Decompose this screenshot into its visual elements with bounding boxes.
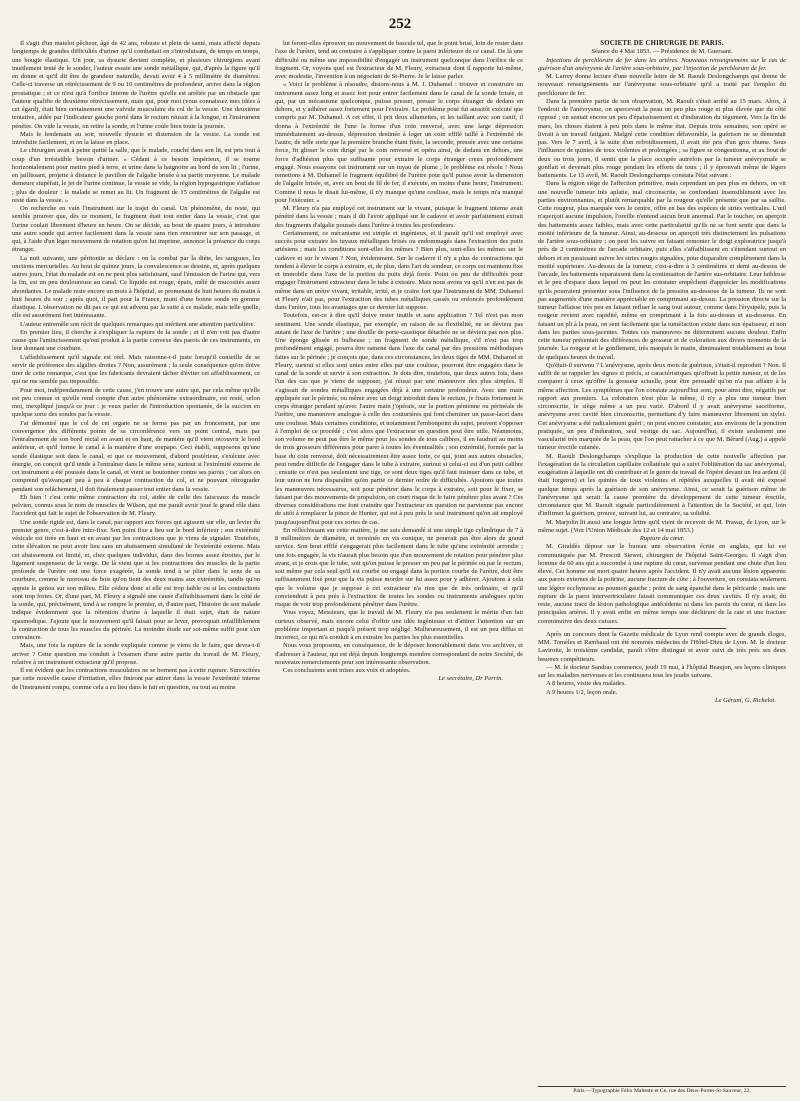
paragraph: lui feront-elles éprouver un mouvement de bascule tel, que le point brisé, loin de rester dans l'axe de l'urètre, tend au contraire à s'appliquer contre la paroi inférieure de ce canal. De là une difficulté ou même une impossibilité d'engager un instrument quelconque dans l'orifice de ce fragment. Or, voyons quel est l'extracteur de M. Fleury, extracteur dont il rapporte lui-même, avec modestie, l'invention à un négociant de St-Pierre. Je le laisse parler.	[275, 40, 523, 80]
paragraph: En premier lieu, il cherche à s'expliquer la rupture de la sonde ; et il n'en voit pas d'autre cause que l'amincissement qu'ont produit à la partie convexe des parois de ces instruments, en leur donnant une courbure.	[12, 328, 260, 353]
subsection-heading: Rupture du cœur.	[639, 535, 685, 542]
paragraph: « Voici le problème à résoudre, disions-nous à M. J. Duhamel : trouver et construire un instrument assez long et assez fort pour entrer facilement dans le canal de la sonde brisée, et qui, par un mécanisme quelconque, puisse presser, presser le corps étranger de dedans en dehors, et y adhérer assez fortement pour l'extraire. Le problème posé fut aussitôt exécuté que compris par M. Duhamel. A cet effet, il prit deux allumettes, et les taillant avec son canif, il donna à l'extrémité de l'une la forme d'un coin renversé, avec une large dépression immédiatement au-dessus, dépression destinée à loger un coin effilé taillé à l'extrémité de l'autre, de telle sorte que la première branche étant fixée, la seconde, pressée avec une certaine force, fit glisser le coin dirigé par le coin renversé et opéra ainsi, de dedans en dehors, une force d'adhésion plus que suffisante pour extraire le corps étranger creux profondément engagé. Nous essayons cet instrument sur un tuyau de plume ; le problème est résolu ! Nous remettons à M. Duhamel le fragment équilibré de l'urètre pour qu'il puisse avoir la dimension de l'algalie brisée, et, avec un bout de fil de fer, il exécute, en moins d'une heure, l'instrument. Comme il nous le disait lui-même, il n'y manque qu'une coulisse, mais le temps m'a manqué pour l'exécuter. »	[275, 81, 523, 204]
paragraph: A 9 heures 1/2, leçon orale.	[546, 688, 618, 696]
paragraph: Toutefois, est-ce à dire qu'il doive rester inutile et sans application ? Tel n'est pas mon sentiment. Une sonde élastique, par exemple, en raison de sa flexibilité, ne se déviera pas autant de l'axe de l'urètre ; une douille de porte-caustique détachée ne se déviera pas non plus. Une éponge glissée et bulbeuse ; un fragment de sonde métallique, s'il n'est pas trop profondément engagé, pourra être ramené dans l'axe du canal par des pressions méthodiques faites sur le périnée ; je conçois que, dans ces circonstances, les deux tiges de MM. Duhamel et Fleury, surtout si elles sont unies entre elles par une coulisse, pourront être engagées dans le canal de la sonde et servir à son extraction. Je dois dire, toutefois, que deux autres fois, dans l'un des cas que je viens de supposer, j'ai réussi par une manœuvre des plus simples. Il s'agissait de sondes métalliques engagées déjà à une certaine profondeur. Avec une main appliquée sur le périnée, ou même avec un doigt introduit dans le rectum, je fixais fortement le corps étranger pendant qu'avec l'autre main j'opérais, sur la portion pénienne ou périnéale de l'urètre, une manœuvre analogue à celle des couturières qui font cheminer un passe-lacet dans une coulisse. Mais certaines conditions, et notamment l'embonpoint du sujet, peuvent s'opposer à l'emploi de ce procédé ; c'est alors que l'extracteur en question peut être utile. Néanmoins, son volume ne peut pas être le même pour les sondes de tous calibres, il en faudrait au moins de trois grosseurs différentes pour parer à toutes les éventualités ; son extrémité, formée par la base du coin renversé, doit nécessairement être assez forte, ce qui, joint aux autres obstacles, peut rendre difficile de l'engager dans le tube à extraire, surtout si celui-ci est d'un petit calibre ; ensuite ce n'est pas seulement une tige, ce sont deux tiges qu'il faut insinuer dans ce tube, et leur union ne fera disparaître qu'en partie ce dernier ordre de difficultés. Ajoutons que toutes les manœuvres nécessaires, soit pour pénétrer dans le corps à extraire, soit pour le fixer, se faisant par des mouvements de propulsion, on court risque de le faire pénétrer plus avant ? Ces diverses considérations me font craindre que l'extracteur en question ne parvienne pas encore de sitôt à remplacer la pince de Hunter, qui est à peu près le seul instrument qu'on ait employé jusqu'aujourd'hui pour ces sortes de cas.	[275, 312, 523, 526]
paragraph: Mais, une fois la rupture de la sonde expliquée comme je viens de le faire, que devra-t-il arriver ? Cette question me conduit à l'examen d'une autre partie du travail de M. Fleury, relative à un instrument extracteur qu'il propose.	[12, 642, 260, 666]
divider	[598, 628, 726, 629]
paragraph: Dans la région siège de l'affection primitive, mais cependant un peu plus en dehors, on vit une nouvelle tumeur très aplatie, mal circonscrite, se confondant insensiblement avec les parties environnantes, et plutôt remarquable par la rougeur qu'elle présente que par sa saillie. Cette rougeur, plus marquée vers le centre, offre en bas des espèces de stries verticales. L'œil n'aperçoit aucune impulsion, l'oreille n'entend aucun bruit anormal. Par le toucher, on aperçoit des battements assez faibles, mais avec cette particularité qu'ils ne se font sentir que dans la moitié inférieure de la tumeur. Ainsi, au-dessous on aperçoit très distinctement les pulsations de l'artère sous-orbitaire ; on peut les suivre en faisant remonter le doigt exploratrice jusqu'à près de 2 centimètres de l'arcade orbitaire, puis elles s'affaiblissent en s'étendant surtout en dehors et en paraissant suivre les stries rouges signalées, pour disparaître complètement dans la moitié supérieure. Au-dessus de la tumeur, c'est-à-dire à 3 centimètres et demi au-dessus de l'arcade, les battements reparaissent dans la continuation de l'artère sus-orbitaire. Leur faiblesse et le peu d'espace dans lequel on peut les constater empêchent d'apprécier les modifications qu'ils pourraient présenter sous l'influence de la pression au-dessous de la tumeur. Ils ne sont pas augmentés d'une manière appréciable en comprimant au-dessus. La pression directe sur la tumeur l'affaisse très peu en faisant refluer le sang tout autour, comme dans l'érysipèle, puis la rougeur revient avec rapidité, même en comprimant à la fois au-dessus et au-dessous. En faisant un pli à la peau, on sent facilement que la tuméfaction existe dans son épaisseur, et non dans les parties sous-jacentes. Toutes ces manœuvres ne déterminent aucune douleur. Enfin cette tumeur présentait des différences de grosseur et de coloration aux divers moments de la journée. La rougeur et le gonflement, très marqués le matin, diminuaient notablement au bout de quelques heures de travail.	[538, 180, 786, 361]
column-right	[538, 40, 786, 1065]
paragraph: Mais le lendemain au soir, nouvelle dysurie et distension de la vessie. La sonde est introduite facilement, et on la laisse en place.	[12, 130, 260, 146]
paragraph: M. Giraldès dépose sur le bureau une observation écrite en anglais, qui lui est communiquée par M. Prescott Stewet, chirurgien de l'hôpital Saint-Georges. Il s'agit d'un homme de 60 ans qui a succombé à une rupture du cœur, survenue pendant une chute d'un lieu élevé. Cet homme est mort quatre heures après l'accident. Il n'y avait aucune lésion apparente aux parois externes de la poitrine, aucune fracture de côte ; à l'ouverture, on constata seulement une légère ecchymose au poumon gauche ; point de sang épanché dans le péricarde ; mais une rupture de la paroi intervertriculaire faisait communiquer ces deux cavités. Il n'y avait, du reste, aucune trace de lésion pathologique antécédente ni dans les parois du cœur, ni dans les principales artères. Il y avait enfin en même temps une déchirure de la rate et une fracture comminutive des deux cuisses.	[538, 543, 786, 625]
paragraph: Le chirurgien avait à peine quitté la salle, que le malade, couché dans son lit, est pris tout à coup d'un irrésistible besoin d'uriner. « Cédant à ce besoin impérieux, il se tourne horizontalement pour mettre pied à terre, et urine dans la baignoire au bord de son lit ; l'urine, en jaillissant, projette à distance le pavillon de l'algalie brisée à sa partie moyenne. Le malade demeure stupéfait, le jet de l'urine continue, la vessie se vide, la région hypogastrique s'affaisse ; plus de douleur : le malade se remet au lit. Un fragment de 15 centimètres de l'algalie est resté dans la vessie. »	[12, 147, 260, 204]
paragraph: La nuit suivante, une péritonite se déclare : on la combat par la diète, les sangsues, les onctions mercurielles. Au bout de quinze jours, la convalescence se dessine, et, après quelques autres jours, l'état du malade est on ne peut plus satisfaisant, sauf l'émission de l'urine qui, vers la fin, est un peu douloureuse au canal. Ce liquide est rouge, épais, mêlé de mucosités assez abondantes. Le malade reste encore un mois à l'hôpital, se promenant de huit heures du matin à huit heures du soir ; après quoi, il part pour la France, muni d'une bonne sonde en gomme élastique. L'observation ne dit pas ce qui est advenu par la suite à ce malade, mais telle quelle, elle est assurément fort intéressante.	[12, 254, 260, 320]
paragraph: M. Raoult Deslongchamps s'explique la production de cette nouvelle affection par l'exagération de la circulation capillaire collatérale qui a suivi l'oblitération du sac anévrysmal, exagération à laquelle ont dû contribuer et le genre de travail de l'opéré devant un feu ardent (il était forgeron) et les quintes de toux violentes et répétées auxquelles il avait été exposé quelque temps après la guérison de son anévrysme. Ainsi, ce serait la guérison même de l'anévrysme qui serait la cause première du développement de cette tumeur érectile, circonstance que M. Raoult signale particulièrement à l'attention de la Société, et qui, loin d'infirmer la guérison, prouve, suivant lui, au contraire, sa solidité.	[538, 452, 786, 518]
paragraph: J'ai démontré que le col de cet organe ne se ferme pas par un froncement, par une convergence des différents points de sa circonférence vers un point central, mais par l'entraînement de son bord rectal en avant et en haut, de manière qu'il vient recouvrir le bord antérieur, et qu'il forme le canal à la manière d'une soupape. Ceci établi, supposons qu'une sonde élastique soit dans le canal, et que ce mouvement, d'abord postérieur, s'exécute avec énergie, on conçoit qu'il tende à l'entraîner dans le même sens, surtout si l'extrémité externe de cet instrument a été poussée dans le canal, et vient se boutonner contre ses parois ; car alors on comprend qu'avançant peu à peu à chaque contraction du col, et ne pouvant rétrograder pendant son relâchement, il doit finalement passer tout entier dans la vessie.	[12, 419, 260, 493]
gerant-signature: Le Gérant, G. Richelot.	[714, 696, 776, 704]
printer-imprint: Paris.—Typographie Félix Malteste et Ce, rue des Deux-Portes-St-Sauveur, 22.	[538, 1086, 786, 1095]
paragraph: Qu'était-il survenu ? L'anévrysme, après deux mois de guérison, s'était-il reproduit ? Non. Il suffit de se rappeler les signes si précis, si caractéristiques qu'offrait la petite tumeur, et de les comparer à ceux qu'offre la grosseur actuelle, pour être persuadé qu'on n'a pas affaire à la même affection. Les symptômes que l'on constate aujourd'hui sont, pour ainsi dire, négatifs par rapport aux premiers. La coloration n'est plus la même, il n'y a plus une tumeur bien circonscrite, le siège même a un peu varié. D'abord il y avait anévrysme sacciforme, anévrysme avec cavité bien circonscrite, permettant d'y faire manœuvrer librement un stylet. Cet anévrysme a été radicalement guéri ; on peut encore constater, aux environs de la ponction pratiquée, un peu d'induration, seul vestige du sac. Aujourd'hui, il existe seulement une vascularité très marquée de la peau, que l'on peut rattacher à ce que M. Bérard (Aug.) a appelé tumeur érectile cutanée.	[538, 361, 786, 452]
paragraph: Après un concours dont la Gazette médicale de Lyon rend compte avec de grands éloges, MM. Tomèles et Rambaud ont été nommés médecins de l'Hôtel-Dieu de Lyon. M. le docteur Lavirotte, le troisième candidat, paraît s'être distingué et avoir suivi de très près ses deux heureux compétiteurs.	[538, 630, 786, 663]
paragraph: A 8 heures, visite des malades.	[546, 680, 626, 688]
paragraph: Nous vous proposons, en conséquence, de le déposer honorablement dans vos archives, et d'adresser à l'auteur, qui est déjà depuis longtemps membre correspondant de notre Société, de nouveaux remerciements pour son intéressante observation.	[275, 642, 523, 666]
paragraph: Dans la première partie de son observation, M. Raoult s'était arrêté au 15 mars. Alors, à l'endroit de l'anévrysme, on apercevait la peau un peu plus rouge et plus élevée que du côté opposé ; on sentait encore un peu d'épaississement et d'induration du tégument. Vers la fin de mars, les choses étaient à peu près dans le même état. Depuis trois semaines, son opéré se livrait à un travail fatigant. Malgré cette condition défavorable, la guérison ne se démentait pas. Vers le 7 avril, à la suite d'un refroidissement, il avait été pris d'un gros rhume. Sous l'influence de quintes de toux violentes et prolongées ; sa figure se congestionna, et au bout de deux ou trois jours, il sentit que la place occupée autrefois par la tumeur anévrysmale se gonflait et devenait plus rouge pendant les efforts de toux ; il y éprouvait même de légers battements. Le 15 avril, M. Raoult Deslongchamps constata l'état suivant :	[538, 97, 786, 179]
paragraph: Une sonde rigide est, dans le canal, par rapport aux forces qui agissent sur elle, un levier du premier genre, c'est-à-dire inter-fixe. Son point fixe a lieu sur le bord inférieur ; son extrémité vésicale est tirée en haut et en avant par les contractions que je viens de signaler. Toutefois, cette élévation ne peut avoir lieu sans un abaissement simultané de l'extrémité externe. Mais cet abaissement est limité, et, chez quelques individus, dans des bornes assez étroites, par le ligament suspenseur de la verge. De là vient que si les contractions des muscles de la partie profonde de l'urètre ont une force exagérée, la sonde tend à se plier dans le sens de sa courbure, comme le morceau de bois qu'on tient des deux mains aux extrémités, tandis qu'on appuie le genou sur son milieu. Elle cédera donc si elle est trop faible ou si les contractions sont trop fortes. Or, d'une part, M. Fleury a signalé une cause d'affaiblissement dans le côté de la sonde, qui, précisément, tend à se rompre le premier, et, d'autre part, l'histoire de son malade indique évidemment que la rétention d'urine à laquelle il était sujet, était de nature spasmodique. J'ajoute que le mouvement qu'il faisait pour se lever, provoquait infailliblement la contraction de tous les muscles du périnée. La moindre étude sur soi-même suffit pour s'en convaincre.	[12, 518, 260, 641]
paragraph: Vous voyez, Messieurs, que le travail de M. Fleury n'a pas seulement le mérite d'un fait curieux observé, mais encore celui d'offrir une idée ingénieuse et d'attirer l'attention sur un problème important et jusqu'à présent trop négligé. Malheureusement, il est un peu diffus et incorrect, ce qui m'a conduit à en extraire les parties les plus essentielles.	[275, 609, 523, 641]
paragraph: Ces conclusions sont mises aux voix et adoptées.	[283, 667, 411, 674]
paragraph: L'auteur entremêle son récit de quelques remarques qui méritent une attention particulière.	[20, 320, 256, 328]
paragraph: Pour moi, indépendamment de cette cause, j'en trouve une autre qui, par cela même qu'elle est peu connue et qu'elle rend compte d'un autre phénomène extraordinaire, est resté, selon moi, inexpliqué jusqu'à ce jour : je veux parler de l'introduction spontanée, de la succion en quelque sorte des sondes par la vessie.	[12, 386, 260, 419]
paragraph: Il est évident que les contractions musculaires ne se bornent pas à cette rupture. Surexcitées par cette nouvelle cause d'irritation, elles finiront par attirer dans la vessie l'extrémité interne de l'instrument rompu, comme cela a eu lieu dans le fait en question, ou tout au moins	[12, 667, 260, 691]
secretary-signature: Le secrétaire, Dr Perrin.	[438, 675, 503, 683]
paragraph: Il s'agit d'un matelot pêcheur, âgé de 42 ans, robuste et plein de santé, mais affecté depuis longtemps de grandes difficultés d'uriner qu'il combattait en s'introduisant, de temps en temps, une bougie élastique. Un jour, sa dysurie devient complète, et plusieurs chirurgiens ayant inutilement tenté de le sonder, l'auteur essaie une sonde métallique, qui, d'après la figure qu'il en donne et qu'il dit être de grandeur naturelle, devait avoir 4 à 5 millimètre de diamètres. Celle-ci traverse un rétrécissement de 9 ou 10 centimètres de profondeur, arrive dans la région prostatique ; et ce n'est qu'à l'orifice interne de l'urètre qu'elle est arrêtée par un obstacle que l'auteur qualifie de deuxième rétrécissement, mais qui, pour moi (vous connaissez mes idées à cet égard), était bien certainement une valvule musculaire du col de la vessie. Une deuxième tentative, aidée par l'indicateur gauche porté dans le rectum réussit à la longue, et l'instrument pénètre. On vide la vessie, on retire la sonde, et l'urine coule bien toute la journée.	[12, 40, 260, 130]
column-left	[12, 40, 260, 1092]
paragraph: L'affaiblissement qu'il signale est réel. Mais raisonne-t-il juste lorsqu'il conseille de se servir de préférence des algalies droites ? Non, assurément ; la seule conséquence qu'on doive tirer de cette remarque, c'est que les fabricants devraient tâcher d'éviter cet affaiblissement, ce qui ne me semble pas impossible.	[12, 353, 260, 386]
paragraph: M. Larrey donne lecture d'une nouvelle lettre de M. Raoult Deslongchamps qui donne de nouveaux renseignements sur l'anévrysme sous-orbitaire qu'il a traité par l'emploi du perchlorure de fer.	[538, 73, 786, 97]
paragraph: M. Marjolin lit aussi une longue lettre qu'il vient de recevoir de M. Pravaz, de Lyon, sur le même sujet. (Voir l'Union Médicale des 12 et 14 mai 1853.)	[538, 518, 786, 534]
paragraph: Eh bien ! c'est cette même contraction du col, aidée de celle des faisceaux du muscle pelvien, connus sous le nom de muscles de Wilson, qui me paraît avoir joué le grand rôle dans l'accident qui fait le sujet de l'observation de M. Fleury.	[12, 493, 260, 518]
section-title: SOCIÉTÉ DE CHIRURGIE DE PARIS.	[600, 40, 724, 47]
article-heading: Injections de perchlorure de fer dans les artères. Nouveaux renseignemens sur le cas de guérison d'un anévrysme de l'artère sous-orbitaire, par l'injection de perchlorure de fer.	[538, 56, 786, 72]
paragraph: M. Fleury n'a pas employé cet instrument sur le vivant, puisque le fragment interne avait pénétré dans la vessie ; mais il dit l'avoir appliqué sur le cadavre et avoir parfaitement extrait des fragments d'algalie poussés dans l'urètre à toutes les profondeurs.	[275, 205, 523, 229]
meeting-line: Séance du 4 Mai 1853. — Présidence de M. Guersant.	[591, 48, 733, 56]
paragraph: En réfléchissant sur cette matière, je me suis demandé si une simple tige cylindrique de 7 à 8 millimètres de diamètre, et terminée en vis conique, ne pourrait pas être alors de grand service. Son bout effilé s'engagerait plus facilement dans le tube qu'une extrémité arrondie ; une fois engagée, la vis n'aurait plus besoin que d'un mouvement de rotation pour pénétrer plus avant, et je crois que le tube, soit qu'on puisse le presser un peu par le périnée ou par le rectum, soit même par cela seul qu'il est courbé ou engagé dans la portion courbe de l'urètre, doit être suffisamment fixé pour que la vis puisse mordre sur lui assez pour y adhérer. Ajoutons à cela que le volume que je suppose à cet extracteur n'a rien que de très ordinaire, et qu'il conviendrait à peu près à l'extraction de toutes les sondes ou instruments analogues qu'on risque de voir trop profondément pénétrer dans l'urètre.	[275, 526, 523, 608]
paragraph: Certainement, ce mécanisme est simple et ingénieux, et il paraît qu'il est employé avec succès pour extraire les tuyaux métalliques brisés ou endommagés dans l'extraction des puits artésiens ; mais les conditions sont-elles les mêmes ? Bien plus, sont-elles les mêmes sur le cadavre et sur le vivant ? Non, évidemment. Sur le cadavre il n'y a plus de contractions qui tendent à élever le corps à extraire, et, de plus, dans l'art du sondeur, ce corps est maintenu fixe et immobile dans l'axe de la portion du puits déjà forée. Point ou peu de difficultés pour engager l'instrument extracteur dans le tube à extraire. Mais nous avons vu qu'il n'en est pas de même dans un urètre vivant, irritable, irrité, et je crains fort que l'instrument de MM. Duhamel et Fleury n'ait pas, pour l'extraction des tubes métalliques cassés ou enfoncés profondément dans l'urètre, tous les avantages que ce dernier lui suppose.	[275, 229, 523, 311]
page-number: 252	[388, 16, 412, 32]
column-middle	[275, 40, 523, 1092]
paragraph: — M. le docteur Sandras commence, jeudi 19 mai, à l'hôpital Beaujon, ses leçons cliniques sur les maladies nerveuses et les continuera tous les jeudis suivans.	[538, 663, 786, 679]
paragraph: On recherche en vain l'instrument sur le trajet du canal. Un phénomène, du reste, qui semble prouver que, dès ce moment, le fragment était tout entier dans la vessie, c'est que l'urine coulait librement d'heure en heure. On se décide, au bout de quatre jours, à introduire une autre sonde qui arrive facilement dans la vessie sans rien rencontrer sur son passage, et qui, à l'aide d'un léger mouvement de rotation qu'on lui imprime, annonce la présence du corps étranger.	[12, 205, 260, 254]
